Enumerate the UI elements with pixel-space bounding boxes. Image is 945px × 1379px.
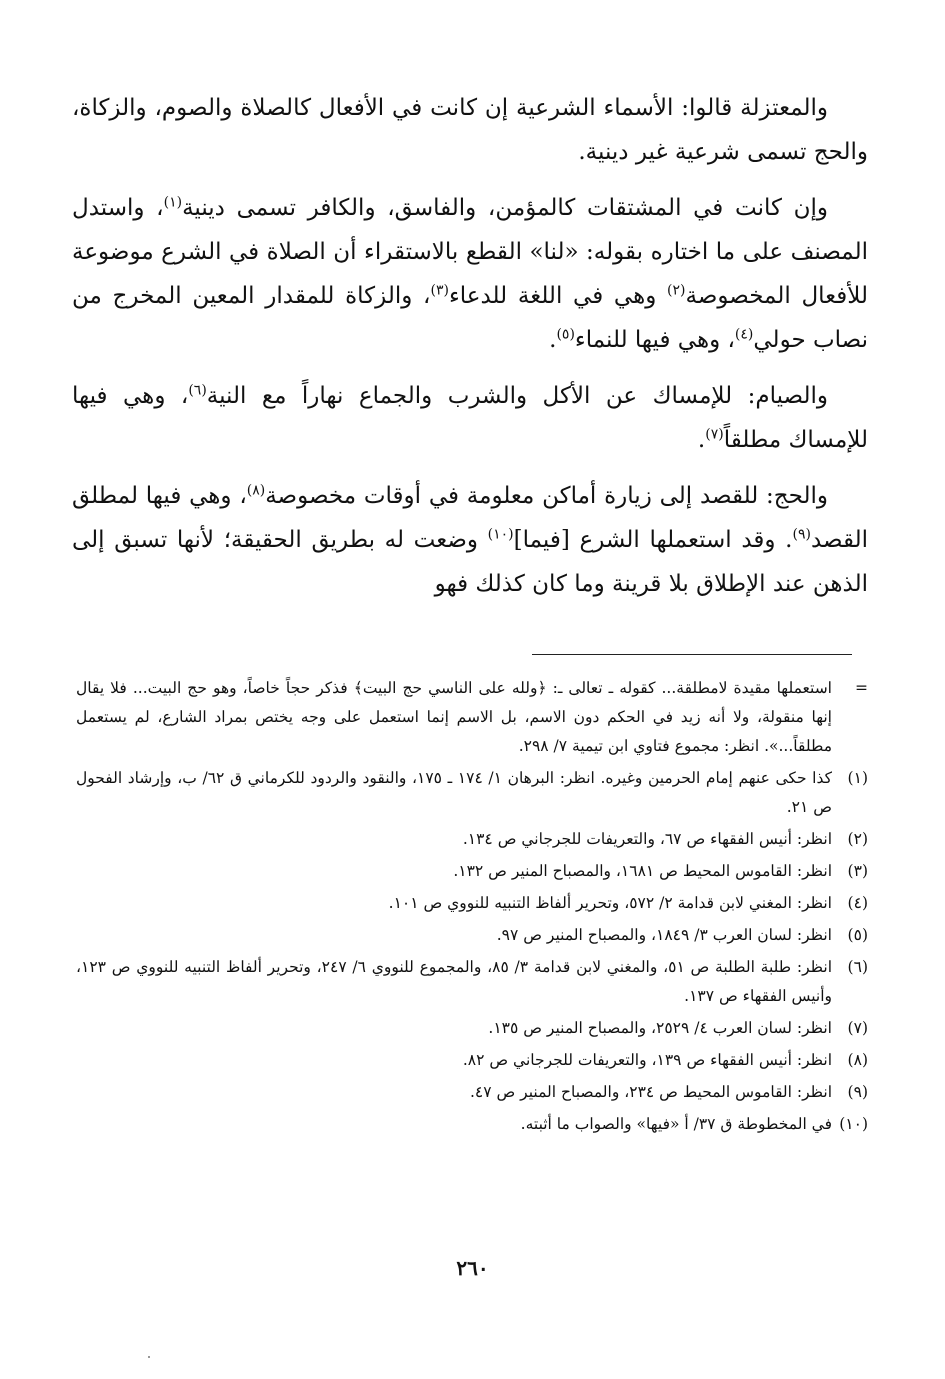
paragraph-4-text-3: . وقد استعملها الشرع [فيما] (513, 527, 793, 553)
footnote-text: انظر: لسان العرب ٤/ ٢٥٢٩، والمصباح المنير ص ١٣٥. (488, 1019, 832, 1037)
paragraph-3 (72, 374, 868, 462)
footnote-6 (76, 953, 868, 1011)
paragraph-2-text-6: . (549, 327, 557, 353)
footnote-ref-6[interactable]: (٦) (188, 382, 207, 399)
paragraph-1 (72, 86, 868, 174)
paragraph-4-text-2: ، وهي فيها لمطلق القصد (72, 483, 869, 553)
footnote-mark: (٦) (847, 958, 868, 976)
footnote-ref-5[interactable]: (٥) (556, 326, 575, 343)
footnote-text: انظر: القاموس المحيط ص ٢٣٤، والمصباح المنير ص ٤٧. (469, 1083, 832, 1101)
footnote-4 (76, 889, 868, 918)
footnote-text: انظر: القاموس المحيط ص ١٦٨١، والمصباح المنير ص ١٣٢. (453, 862, 832, 880)
footnote-mark: = (855, 679, 868, 697)
footnote-text: انظر: طلبة الطلبة ص ٥١، والمغني لابن قدامة ٣/ ٨٥، والمجموع للنووي ٦/ ٢٤٧، وتحرير ألفاظ التنبيه للنووي ص ١٢٣، وأنيس الفقهاء ص ١٣٧. (76, 958, 832, 1005)
footnote-text: انظر: المغني لابن قدامة ٢/ ٥٧٢، وتحرير ألفاظ التنبيه للنووي ص ١٠١. (388, 894, 832, 912)
footnote-text: انظر: أنيس الفقهاء ص ٦٧، والتعريفات للجرجاني ص ١٣٤. (462, 830, 832, 848)
footnote-5 (76, 921, 868, 950)
footnote-ref-3[interactable]: (٣) (430, 282, 449, 299)
paragraph-4-text-1: والحج: للقصد إلى زيارة أماكن معلومة في أوقات مخصوصة (265, 483, 828, 509)
paragraph-4 (72, 474, 868, 606)
footnote-continued (76, 674, 868, 761)
footnote-2 (76, 825, 868, 854)
footnote-mark: (٤) (847, 894, 868, 912)
footnote-ref-2[interactable]: (٢) (667, 282, 686, 299)
page-number: ٢٦٠ (456, 1256, 489, 1280)
footnote-8 (76, 1046, 868, 1075)
footnote-mark: (٣) (847, 862, 868, 880)
footnote-1 (76, 764, 868, 822)
paragraph-1-text: والمعتزلة قالوا: الأسماء الشرعية إن كانت في الأفعال كالصلاة والصوم، والزكاة، والحج تسمى شرعية غير دينية. (72, 95, 868, 165)
paragraph-3-text-1: والصيام: للإمساك عن الأكل والشرب والجماع نهاراً مع النية (206, 383, 828, 409)
footnote-ref-1[interactable]: (١) (163, 194, 183, 211)
footnote-ref-4[interactable]: (٤) (734, 326, 754, 343)
paragraph-2-text-5: ، وهي فيها للنماء (574, 327, 735, 353)
paragraph-2-text-2: ، واستدل المصنف على ما اختاره بقوله: «لنا» القطع بالاستقراء أن الصلاة في الشرع موضوعة للأفعال المخصوصة (72, 195, 868, 309)
scan-speck (148, 1356, 150, 1358)
footnote-ref-9[interactable]: (٩) (792, 526, 811, 543)
footnote-text: في المخطوطة ق ٣٧/ أ «فيها» والصواب ما أثبته. (520, 1115, 832, 1133)
footnote-text: كذا حكى عنهم إمام الحرمين وغيره. انظر: البرهان ١/ ١٧٤ ـ ١٧٥، والنقود والردود للكرماني ق ٦٢/ ب، وإرشاد الفحول ص ٢١. (76, 769, 832, 816)
paragraph-4-text-4: وضعت له بطريق الحقيقة؛ لأنها تسبق إلى الذهن عند الإطلاق بلا قرينة وما كان كذلك فهو (72, 527, 868, 597)
footnote-mark: (٥) (847, 926, 868, 944)
footnote-ref-10[interactable]: (١٠) (487, 526, 514, 543)
footnote-text: انظر: أنيس الفقهاء ص ١٣٩، والتعريفات للجرجاني ص ٨٢. (462, 1051, 832, 1069)
footnote-3 (76, 857, 868, 886)
footnote-mark: (١) (847, 769, 868, 787)
paragraph-2-text-4: ، والزكاة للمقدار المعين المخرج من نصاب حولي (72, 283, 868, 353)
paragraph-2-text-3: وهي في اللغة للدعاء (448, 283, 668, 309)
footnote-mark: (٧) (847, 1019, 868, 1037)
paragraph-2 (72, 186, 868, 362)
footnote-7 (76, 1014, 868, 1043)
footnotes (76, 674, 868, 1142)
footnote-mark: (٩) (847, 1083, 868, 1101)
paragraph-3-text-2: ، وهي فيها للإمساك مطلقاً (72, 383, 868, 453)
main-text (72, 86, 868, 618)
footnote-mark: (٨) (847, 1051, 868, 1069)
footnote-ref-7[interactable]: (٧) (705, 426, 724, 443)
paragraph-3-text-3: . (697, 427, 706, 453)
footnote-10 (76, 1110, 868, 1139)
footnote-separator (532, 654, 852, 655)
footnote-9 (76, 1078, 868, 1107)
footnote-text: استعملها مقيدة لامطلقة... كقوله ـ تعالى ـ: ﴿ولله على الناسي حج البيت﴾ فذكر حجاً خاصاً، وهو حج البيت... فلا يقال إنها منقولة، ولا أنه زيد في الحكم دون الاسم، بل الاسم إنما استعمل على وجه يختص بمراد الشارع، لم يستعمل مطلقاً...». انظر: مجموع فتاوي ابن تيمية ٧/ ٢٩٨. (76, 679, 832, 755)
footnote-text: انظر: لسان العرب ٣/ ١٨٤٩، والمصباح المنير ص ٩٧. (496, 926, 832, 944)
footnote-mark: (٢) (847, 830, 868, 848)
paragraph-2-text-1: وإن كانت في المشتقات كالمؤمن، والفاسق، والكافر تسمى دينية (182, 195, 828, 221)
footnote-ref-8[interactable]: (٨) (246, 482, 266, 499)
footnote-mark: (١٠) (839, 1115, 868, 1133)
